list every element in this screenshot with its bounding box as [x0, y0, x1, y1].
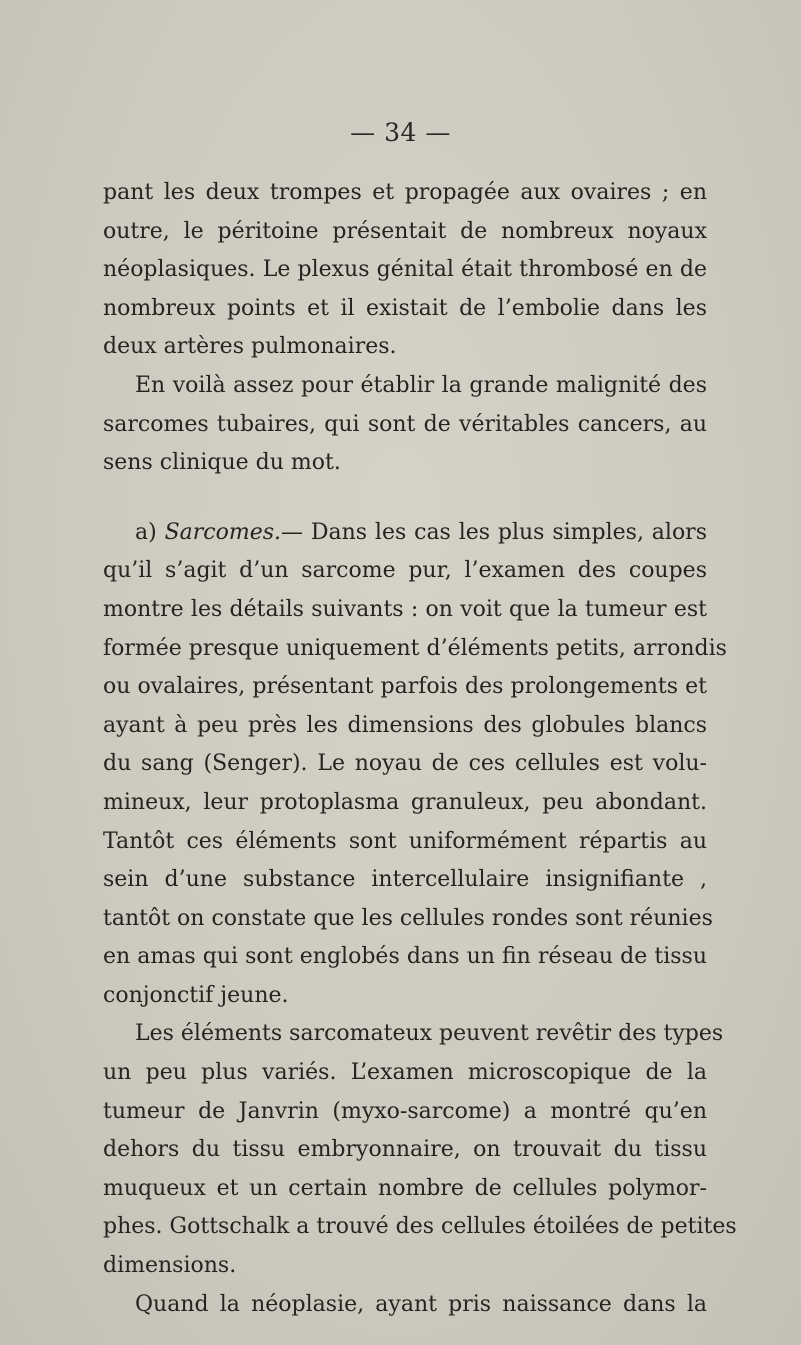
text-line: ayant à peu près les dimensions des globules blancs	[103, 712, 707, 738]
text-line: tantôt on constate que les cellules rondes sont réunies	[103, 905, 713, 931]
section-label: a)	[135, 519, 157, 545]
text-line: un peu plus variés. L’examen microscopique de la	[103, 1060, 707, 1086]
text-line: Quand la néoplasie, ayant pris naissance dans la	[135, 1291, 707, 1317]
text-line: mineux, leur protoplasma granuleux, peu abondant.	[103, 789, 707, 815]
text-line: néoplasiques. Le plexus génital était thrombosé en de	[103, 257, 707, 283]
text-line: conjonctif jeune.	[103, 982, 289, 1008]
page-number: — 34 —	[350, 118, 451, 147]
text-line: dimensions.	[103, 1253, 237, 1279]
text-line: en amas qui sont englobés dans un fin réseau de tissu	[103, 944, 707, 970]
text-line: tumeur de Janvrin (myxo-sarcome) a montré qu’en	[103, 1098, 707, 1124]
text-line: sens clinique du mot.	[103, 450, 341, 476]
section-heading-line	[103, 514, 707, 553]
text-line: muqueux et un certain nombre de cellules polymor-	[103, 1175, 707, 1201]
body-text	[103, 174, 737, 1324]
text-line: outre, le péritoine présentait de nombreux noyaux	[103, 218, 707, 244]
text-line: Les éléments sarcomateux peuvent revêtir des types	[135, 1021, 724, 1047]
text-line: montre les détails suivants : on voit que la tumeur est	[103, 596, 707, 622]
text-line: pant les deux trompes et propagée aux ovaires ; en	[103, 180, 707, 205]
text-line: En voilà assez pour établir la grande malignité des	[135, 372, 707, 398]
text-line: sarcomes tubaires, qui sont de véritables cancers, au	[103, 411, 707, 437]
text-line: deux artères pulmonaires.	[103, 334, 397, 360]
text-line: nombreux points et il existait de l’embolie dans les	[103, 295, 707, 321]
paragraph-gap	[103, 483, 707, 514]
text-line: dehors du tissu embryonnaire, on trouvait du tissu	[103, 1137, 707, 1163]
text-line: sein d’une substance intercellulaire insignifiante ,	[103, 867, 707, 893]
section-heading: Sarcomes.	[164, 519, 281, 545]
text-line: qu’il s’agit d’un sarcome pur, l’examen des coupes	[103, 558, 707, 584]
text-line: phes. Gottschalk a trouvé des cellules étoilées de petites	[103, 1214, 737, 1240]
text-fragment: — Dans les cas les plus simples, alors	[281, 519, 707, 545]
text-line: Tantôt ces éléments sont uniformément répartis au	[103, 828, 707, 854]
text-line: du sang (Senger). Le noyau de ces cellules est volu-	[103, 751, 707, 777]
text-line: formée presque uniquement d’éléments petits, arrondis	[103, 635, 727, 661]
text-line: ou ovalaires, présentant parfois des prolongements et	[103, 674, 707, 700]
